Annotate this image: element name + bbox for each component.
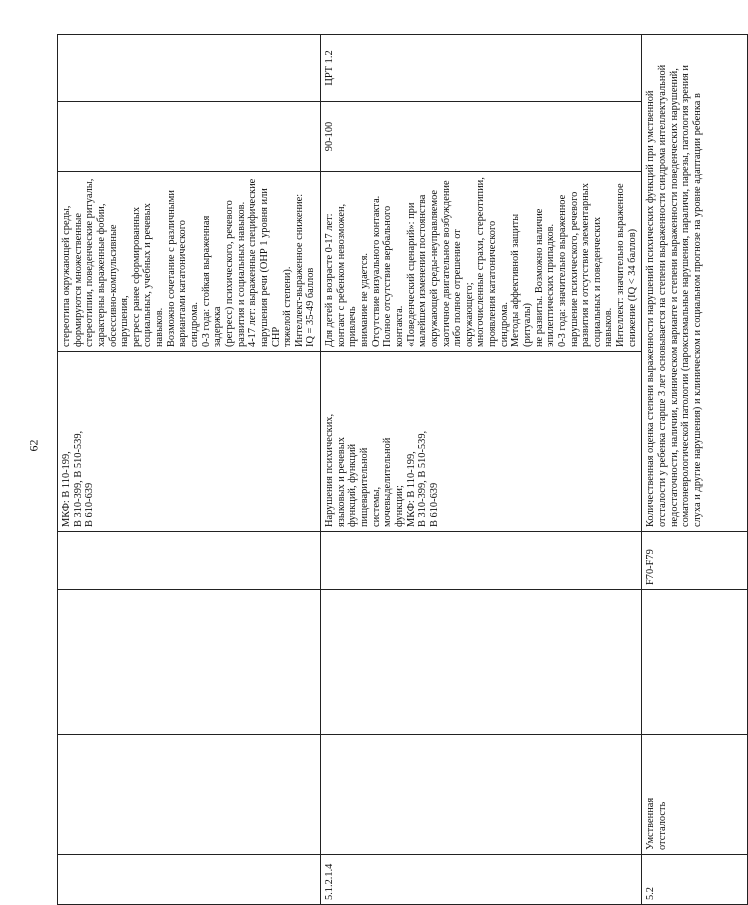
rotated-table-container xyxy=(57,35,703,905)
cell-name xyxy=(321,735,642,855)
cell-code: 5.1.2.1.4 xyxy=(321,855,642,905)
cell-name: Умственная отсталость xyxy=(642,735,748,855)
cell-icf: Нарушения психических, языковых и речевых функций, функций пищеварительной системы, мочевыделительной функции; МКФ: В 110-199, В 310-399, В 510-539, В 610-639 xyxy=(321,352,642,532)
cell-description: Для детей в возрасте 0-17 лет: контакт с ребенком невозможен, привлечь внимание не удается. Отсутствие визуального контакта. Полное отсутствие вербального контакта. «Поведенческий сценарий»: при малейшем изменении постоянства окружающей среды-неуправляемое хаотичное двигательное возбуждение либо полное отрешение от окружающего; многочисленные страхи, стереотипии, проявления кататонического синдрома. Методы аффективной защиты (ритуалы) не развиты. Возможно наличие эпилептических припадков. 0-3 года: значительно выраженное нарушение психического, речевого развития и отсутствие элементарных социальных и поведенческих навыков. Интеллект: значительно выраженное снижение (IQ < 34 баллов) xyxy=(321,172,642,352)
cell-code: 5.2 xyxy=(642,855,748,905)
cell-percent xyxy=(58,102,321,172)
disability-criteria-table xyxy=(57,34,748,905)
cell-col3 xyxy=(642,590,748,735)
page-number: 62 xyxy=(26,439,41,452)
cell-code xyxy=(58,855,321,905)
cell-col3 xyxy=(321,590,642,735)
cell-percent: 90-100 xyxy=(321,102,642,172)
cell-col3 xyxy=(58,590,321,735)
cell-icd: F70-F79 xyxy=(642,532,748,590)
cell-merged-description: Количественная оценка степени выраженности нарушений психических функций при умственной отсталости у ребенка старше 3 лет основывается на степени выраженности синдрома интеллектуальной недостаточности, наличии, клиническом варианте и степени выраженности поведенческих нарушений, соматоневрологической патологии (пароксизмальные нарушения, параличи, парезы, патология зрения и слуха и другие нарушения) и клиническом и социальном прогнозе на уровне адаптации ребенка в xyxy=(642,35,748,532)
cell-criterion: ЦРТ 1.2 xyxy=(321,35,642,102)
cell-icd xyxy=(321,532,642,590)
cell-name xyxy=(58,735,321,855)
cell-icf: МКФ: В 110-199, В 310-399, В 510-539, В 610-639 xyxy=(58,352,321,532)
table-row xyxy=(58,35,321,905)
cell-criterion xyxy=(58,35,321,102)
cell-icd xyxy=(58,532,321,590)
table-row xyxy=(321,35,642,905)
cell-description: стереотипа окружающей среды, формируются множественные стереотипии, поведенческие ритуалы, характерны выраженные фобии, обсессивно-компульсивные нарушения, регресс ранее сформированных социальных, учебных и речевых навыков. Возможно сочетание с различными вариантами кататонического синдрома. 0-3 года: стойкая выраженная задержка (регресс) психического, речевого развития и социальных навыков. 4-17 лет: выраженные специфические нарушения речи (ОНР 1 уровня или СНР тяжелой степени). Интеллект-выраженное снижение: IQ = 35-49 баллов xyxy=(58,172,321,352)
table-row xyxy=(642,35,748,905)
